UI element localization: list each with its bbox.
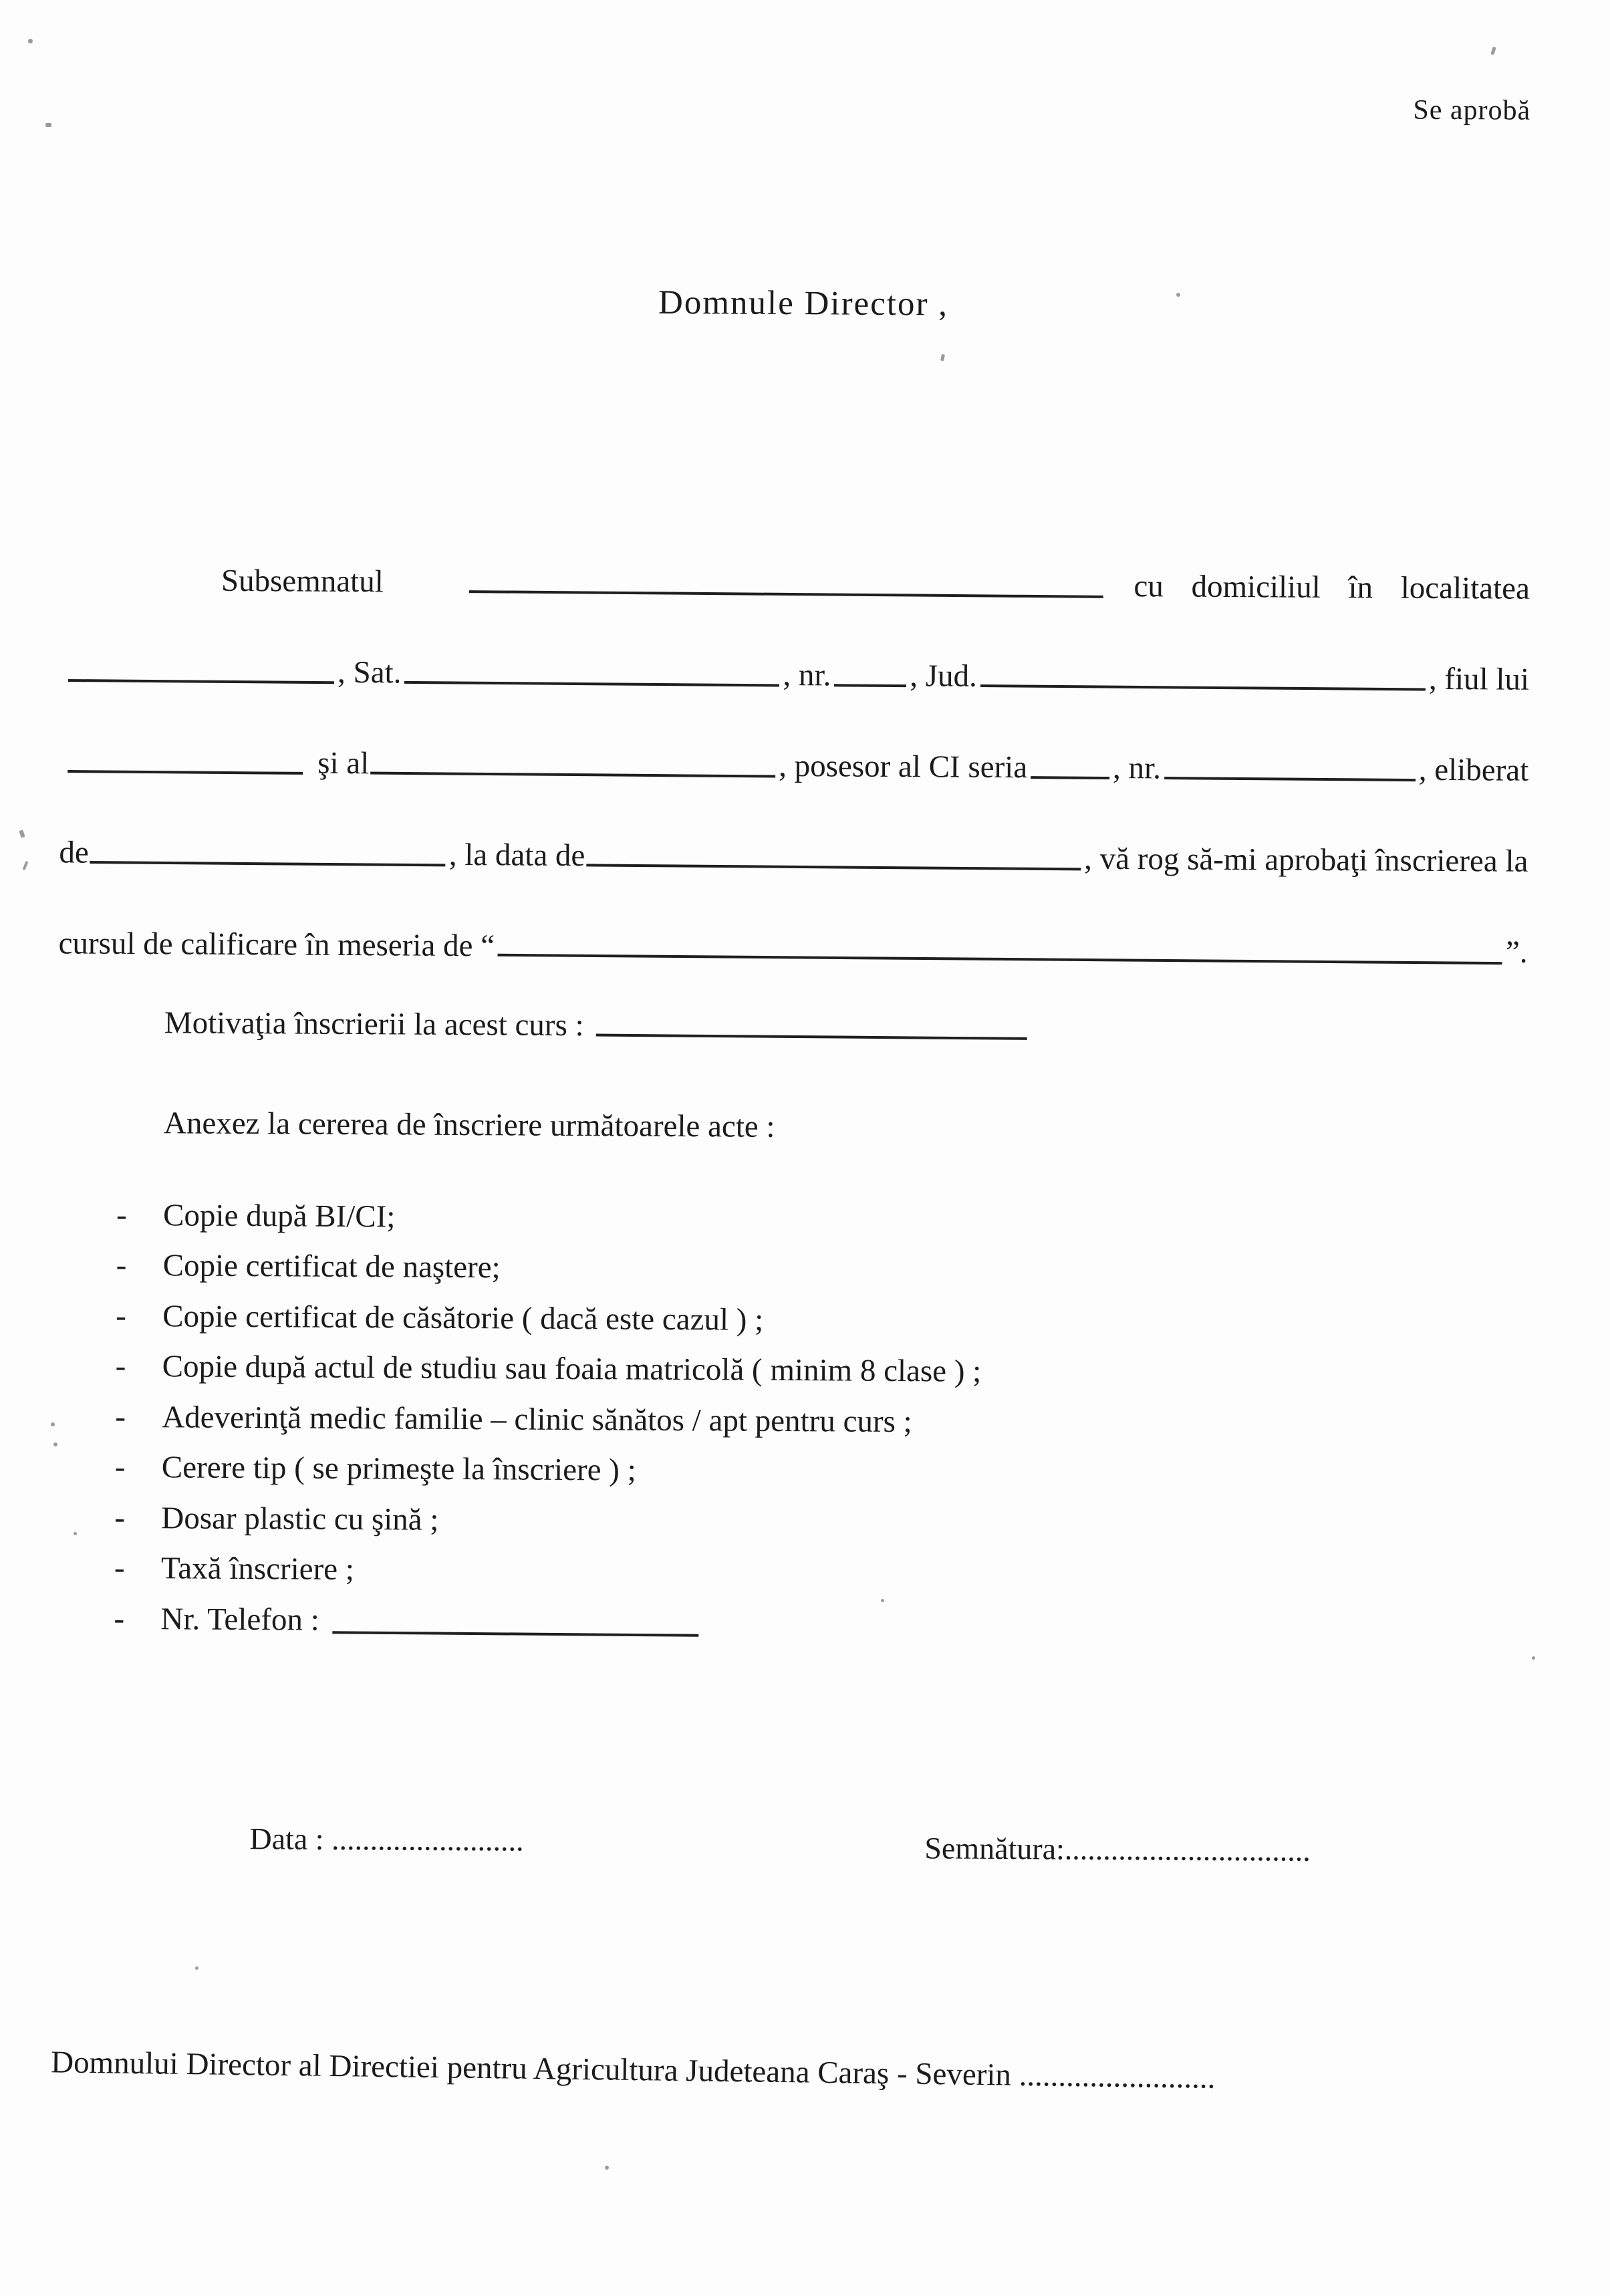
motivation-row [164, 982, 1027, 1046]
date-field: Data : ......................... [249, 1821, 524, 1858]
list-item [114, 1485, 1518, 1544]
scan-speck [74, 1532, 77, 1535]
scan-speck [881, 1599, 884, 1602]
scan-speck [51, 1422, 55, 1426]
date-signature-row [0, 1819, 1599, 1890]
blank-full-name [469, 577, 1103, 598]
label-nr-2: , nr. [1112, 751, 1162, 786]
attachment-label: Dosar plastic cu şină ; [161, 1500, 439, 1537]
label-domicile: cu domiciliul în localitatea [1133, 569, 1530, 607]
addressee-footer: Domnului Director al Directiei pentru Agricultura Judeteana Caraş - Severin ......................... [50, 2045, 1216, 2095]
para-line-5 [58, 870, 1528, 971]
scan-speck [45, 123, 51, 127]
signature-field: Semnătura:................................ [924, 1831, 1311, 1868]
motivation-label: Motivaţia înscrierii la acest curs : [164, 1005, 584, 1043]
blank-father-name [68, 757, 303, 775]
dash-bullet: - [114, 1550, 125, 1585]
dash-bullet: - [116, 1298, 127, 1333]
request-paragraph [58, 507, 1530, 971]
blank-county [980, 671, 1426, 690]
scan-speck [1176, 293, 1180, 297]
label-close-quote: ”. [1505, 934, 1528, 971]
attachment-label: Copie după actul de studiu sau foaia matricolă ( minim 8 clase ) ; [162, 1349, 982, 1389]
label-posesor: , posesor al CI seria [779, 749, 1028, 785]
label-si-al: şi al [317, 746, 370, 781]
list-item [116, 1283, 1519, 1342]
dash-bullet: - [115, 1399, 126, 1434]
label-jud: , Jud. [910, 658, 978, 694]
para-line-3 [68, 688, 1529, 788]
dash-bullet: - [114, 1500, 126, 1535]
blank-locality [68, 666, 334, 684]
attachment-label: Copie certificat de căsătorie ( dacă este cazul ) ; [162, 1298, 764, 1337]
blank-house-number [834, 670, 906, 687]
blank-issued-by [90, 848, 446, 866]
label-de: de [59, 835, 89, 870]
label-fiul-lui: , fiul lui [1428, 662, 1530, 698]
annex-heading: Anexez la cererea de înscriere următoarele acte : [163, 1106, 775, 1144]
document-title: Domnule Director , [658, 283, 949, 324]
list-item [116, 1333, 1519, 1392]
scan-speck [195, 1966, 198, 1970]
attachment-label: Copie certificat de naştere; [162, 1248, 501, 1285]
para-line-1 [69, 507, 1530, 606]
blank-village [404, 668, 779, 687]
attachment-label: Adeverinţă medic familie – clinic sănătos / apt pentru curs ; [162, 1399, 912, 1439]
label-eliberat: , eliberat [1418, 753, 1529, 789]
label-cursul: cursul de calificare în meseria de “ [58, 926, 495, 964]
blank-motivation [596, 1021, 1027, 1040]
attachment-list [114, 1182, 1520, 1645]
dash-bullet: - [115, 1348, 126, 1384]
attachment-label: Taxă înscriere ; [160, 1551, 355, 1587]
dash-bullet: - [114, 1449, 126, 1485]
attachment-label: Cerere tip ( se primeşte la înscriere ) ; [161, 1450, 636, 1488]
blank-phone-number [333, 1618, 699, 1636]
blank-mother-name [370, 759, 775, 778]
list-item [115, 1384, 1518, 1443]
label-subsemnatul: Subsemnatul [221, 563, 384, 600]
list-item [114, 1535, 1518, 1594]
blank-ci-number [1164, 763, 1416, 781]
blank-issue-date [586, 850, 1081, 870]
blank-trade-name [498, 940, 1502, 965]
label-la-data-de: , la data de [448, 838, 585, 874]
para-line-2 [68, 598, 1530, 697]
blank-ci-series [1031, 763, 1109, 779]
attachment-label: Nr. Telefon : [160, 1601, 319, 1638]
list-item [115, 1434, 1518, 1493]
label-sat: , Sat. [337, 655, 402, 690]
dash-bullet: - [116, 1197, 127, 1233]
list-item [114, 1586, 1517, 1645]
dash-bullet: - [114, 1601, 125, 1636]
dash-bullet: - [116, 1247, 127, 1283]
para-line-4 [59, 779, 1528, 880]
label-nr-1: , nr. [783, 658, 831, 693]
list-item [116, 1233, 1520, 1291]
approval-note: Se aprobă [1413, 94, 1531, 126]
scan-speck [28, 39, 33, 43]
list-item [116, 1182, 1520, 1241]
scan-speck [1532, 1656, 1535, 1660]
attachment-label: Copie după BI/CI; [162, 1197, 396, 1234]
scan-speck [605, 2166, 609, 2170]
label-va-rog: , vă rog să-mi aprobaţi înscrierea la [1084, 842, 1528, 880]
scan-speck [53, 1442, 57, 1446]
